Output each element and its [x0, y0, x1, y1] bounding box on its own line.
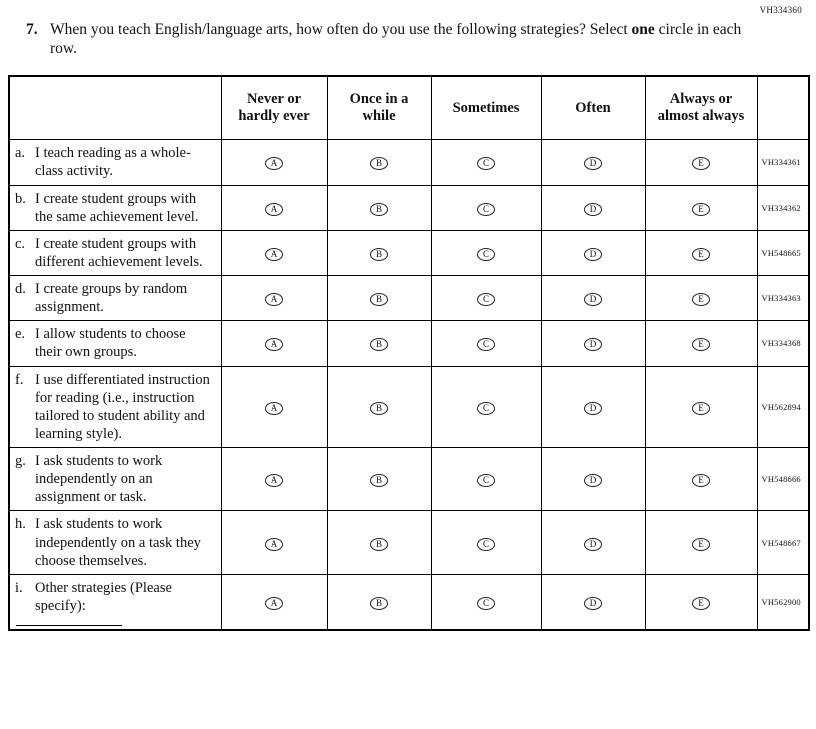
answer-bubble-e[interactable]: E [692, 248, 710, 261]
strategies-table-body [9, 140, 809, 630]
answer-bubble-d[interactable]: D [584, 203, 602, 216]
row-label-cell [9, 276, 221, 321]
row-code: VH334361 [757, 140, 809, 185]
answer-bubble-d[interactable]: D [584, 338, 602, 351]
answer-bubble-a[interactable]: A [265, 157, 283, 170]
row-letter: c. [15, 235, 26, 252]
bubble-cell [541, 140, 645, 185]
row-label-cell [9, 140, 221, 185]
question-number: 7. [26, 21, 38, 38]
table-row [9, 185, 809, 230]
question-text-before: When you teach English/language arts, how often do you use the following strategies? Select [50, 21, 632, 38]
answer-bubble-a[interactable]: A [265, 402, 283, 415]
bubble-cell [327, 140, 431, 185]
answer-bubble-d[interactable]: D [584, 157, 602, 170]
answer-bubble-b[interactable]: B [370, 248, 388, 261]
row-letter: i. [15, 579, 23, 596]
bubble-cell [431, 185, 541, 230]
row-code: VH334362 [757, 185, 809, 230]
bubble-cell [327, 448, 431, 511]
bubble-cell [645, 140, 757, 185]
table-row [9, 511, 809, 574]
bubble-cell [645, 321, 757, 366]
bubble-cell [541, 511, 645, 574]
answer-bubble-e[interactable]: E [692, 157, 710, 170]
bubble-cell [327, 276, 431, 321]
row-label-cell [9, 366, 221, 448]
header-often: Often [541, 76, 645, 140]
answer-bubble-a[interactable]: A [265, 597, 283, 610]
bubble-cell [541, 321, 645, 366]
bubble-cell [431, 276, 541, 321]
answer-bubble-c[interactable]: C [477, 338, 495, 351]
answer-bubble-d[interactable]: D [584, 474, 602, 487]
bubble-cell [327, 185, 431, 230]
header-once-in-a-while: Once in a while [327, 76, 431, 140]
table-row [9, 321, 809, 366]
bubble-cell [541, 276, 645, 321]
table-row [9, 574, 809, 630]
row-code: VH562894 [757, 366, 809, 448]
answer-bubble-b[interactable]: B [370, 293, 388, 306]
answer-bubble-e[interactable]: E [692, 597, 710, 610]
answer-bubble-d[interactable]: D [584, 402, 602, 415]
row-letter: g. [15, 453, 26, 469]
row-label-cell [9, 448, 221, 511]
table-header [9, 76, 809, 140]
bubble-cell [431, 574, 541, 630]
bubble-cell [221, 511, 327, 574]
answer-bubble-a[interactable]: A [265, 474, 283, 487]
row-label [15, 235, 217, 271]
row-text: I use differentiated instruction for reading (i.e., instruction tailored to student ability and learning style). [35, 371, 210, 442]
answer-bubble-c[interactable]: C [477, 293, 495, 306]
row-label-cell [9, 574, 221, 630]
answer-bubble-c[interactable]: C [477, 157, 495, 170]
question-text-bold: one [631, 21, 655, 38]
answer-bubble-a[interactable]: A [265, 538, 283, 551]
answer-bubble-b[interactable]: B [370, 474, 388, 487]
row-label [15, 280, 217, 316]
answer-bubble-c[interactable]: C [477, 203, 495, 216]
row-label [15, 579, 217, 615]
question-text-after: circle in each row. [50, 21, 742, 58]
answer-bubble-b[interactable]: B [370, 338, 388, 351]
write-in-line[interactable] [16, 625, 122, 626]
answer-bubble-b[interactable]: B [370, 597, 388, 610]
row-letter: h. [15, 516, 26, 533]
bubble-cell [645, 448, 757, 511]
bubble-cell [431, 140, 541, 185]
page-form-code: VH334360 [759, 5, 802, 15]
row-code: VH548667 [757, 511, 809, 574]
table-row [9, 230, 809, 275]
row-label [15, 452, 217, 506]
bubble-cell [431, 321, 541, 366]
bubble-cell [327, 366, 431, 448]
row-label [15, 144, 217, 180]
bubble-cell [327, 511, 431, 574]
table-row [9, 366, 809, 448]
row-text: I ask students to work independently on a task they choose themselves. [35, 516, 201, 569]
strategies-table [8, 75, 810, 631]
bubble-cell [221, 448, 327, 511]
row-label [15, 515, 217, 569]
bubble-cell [431, 511, 541, 574]
row-code: VH334368 [757, 321, 809, 366]
bubble-cell [541, 448, 645, 511]
bubble-cell [327, 230, 431, 275]
bubble-cell [541, 366, 645, 448]
row-label-cell [9, 321, 221, 366]
row-text: Other strategies (Please specify): [35, 579, 172, 614]
answer-bubble-a[interactable]: A [265, 203, 283, 216]
answer-bubble-d[interactable]: D [584, 597, 602, 610]
answer-bubble-b[interactable]: B [370, 402, 388, 415]
answer-bubble-a[interactable]: A [265, 338, 283, 351]
row-text: I create student groups with different achievement levels. [35, 235, 203, 270]
bubble-cell [327, 321, 431, 366]
bubble-cell [541, 230, 645, 275]
bubble-cell [221, 321, 327, 366]
answer-bubble-c[interactable]: C [477, 474, 495, 487]
question-text [50, 20, 756, 59]
answer-bubble-c[interactable]: C [477, 538, 495, 551]
header-code-cell [757, 76, 809, 140]
row-text: I allow students to choose their own groups. [35, 326, 186, 361]
row-text: I create student groups with the same achievement level. [35, 190, 199, 225]
bubble-cell [645, 574, 757, 630]
bubble-cell [221, 574, 327, 630]
answer-bubble-c[interactable]: C [477, 597, 495, 610]
bubble-cell [221, 366, 327, 448]
row-letter: a. [15, 145, 26, 162]
row-label-cell [9, 185, 221, 230]
bubble-cell [221, 140, 327, 185]
answer-bubble-e[interactable]: E [692, 203, 710, 216]
bubble-cell [541, 574, 645, 630]
table-row [9, 276, 809, 321]
bubble-cell [645, 276, 757, 321]
answer-bubble-d[interactable]: D [584, 293, 602, 306]
answer-bubble-a[interactable]: A [265, 248, 283, 261]
answer-bubble-e[interactable]: E [692, 402, 710, 415]
table-row [9, 448, 809, 511]
bubble-cell [645, 511, 757, 574]
header-sometimes: Sometimes [431, 76, 541, 140]
answer-bubble-a[interactable]: A [265, 293, 283, 306]
header-always-almost-always: Always or almost always [645, 76, 757, 140]
answer-bubble-b[interactable]: B [370, 538, 388, 551]
bubble-cell [221, 276, 327, 321]
row-label-cell [9, 511, 221, 574]
header-never-hardly-ever: Never or hardly ever [221, 76, 327, 140]
bubble-cell [431, 366, 541, 448]
row-text: I teach reading as a whole-class activity. [35, 145, 191, 180]
bubble-cell [645, 230, 757, 275]
row-text: I create groups by random assignment. [35, 281, 188, 316]
answer-bubble-e[interactable]: E [692, 338, 710, 351]
answer-bubble-d[interactable]: D [584, 538, 602, 551]
row-letter: d. [15, 281, 26, 297]
bubble-cell [645, 185, 757, 230]
header-empty-cell [9, 76, 221, 140]
row-code: VH562900 [757, 574, 809, 630]
row-label [15, 325, 217, 361]
row-letter: b. [15, 190, 26, 207]
answer-bubble-e[interactable]: E [692, 474, 710, 487]
row-letter: e. [15, 326, 26, 343]
row-label [15, 371, 217, 444]
bubble-cell [431, 230, 541, 275]
bubble-cell [645, 366, 757, 448]
bubble-cell [431, 448, 541, 511]
row-letter: f. [15, 371, 24, 388]
bubble-cell [541, 185, 645, 230]
answer-bubble-e[interactable]: E [692, 538, 710, 551]
row-code: VH548666 [757, 448, 809, 511]
answer-bubble-e[interactable]: E [692, 293, 710, 306]
question-block [26, 20, 756, 59]
answer-bubble-b[interactable]: B [370, 157, 388, 170]
bubble-cell [221, 185, 327, 230]
bubble-cell [221, 230, 327, 275]
answer-bubble-b[interactable]: B [370, 203, 388, 216]
row-code: VH548665 [757, 230, 809, 275]
answer-bubble-c[interactable]: C [477, 402, 495, 415]
row-label [15, 190, 217, 226]
answer-bubble-d[interactable]: D [584, 248, 602, 261]
row-label-cell [9, 230, 221, 275]
row-code: VH334363 [757, 276, 809, 321]
table-row [9, 140, 809, 185]
bubble-cell [327, 574, 431, 630]
header-row [9, 76, 809, 140]
row-text: I ask students to work independently on an assignment or task. [35, 453, 163, 506]
answer-bubble-c[interactable]: C [477, 248, 495, 261]
